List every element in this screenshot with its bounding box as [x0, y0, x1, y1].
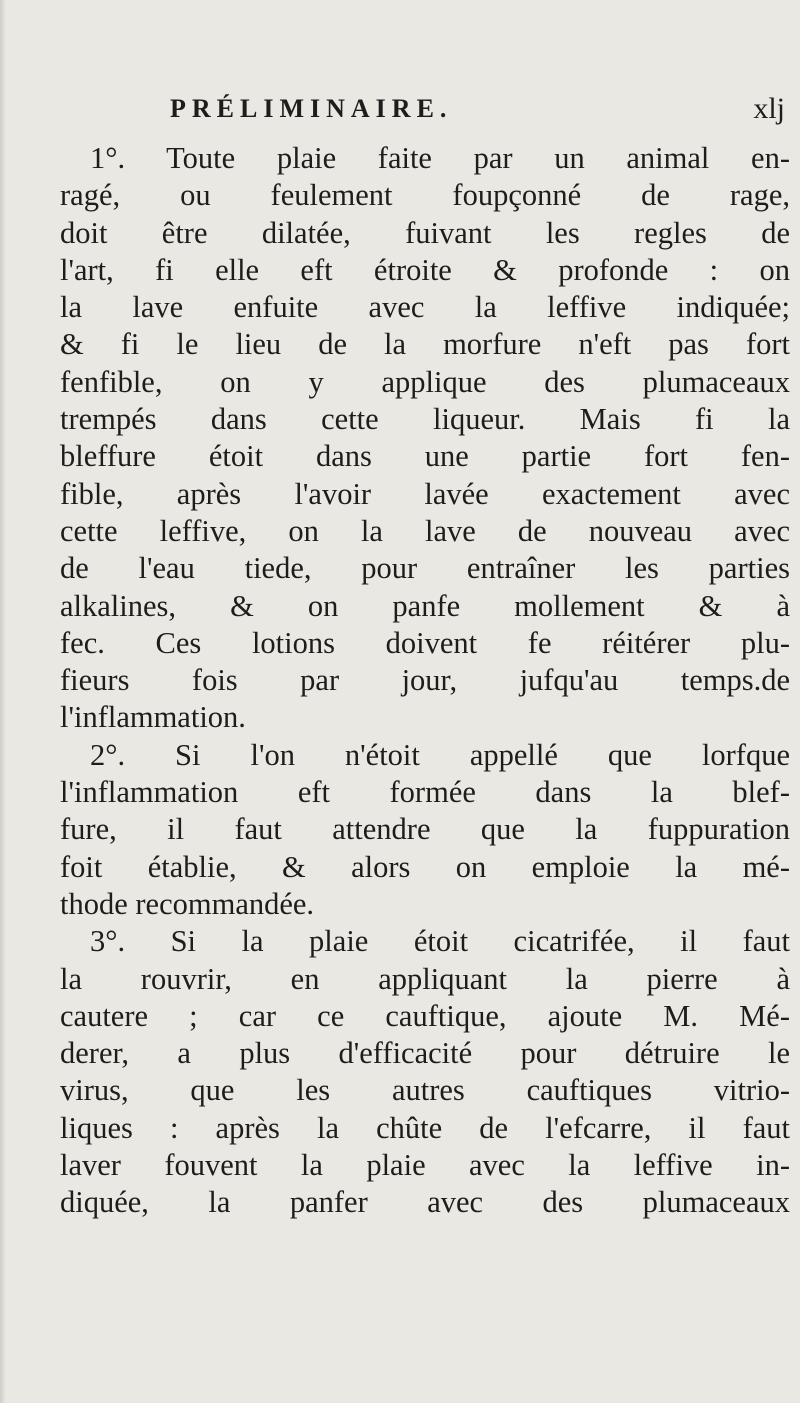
text-line: fible, après l'avoir lavée exactement avec	[60, 476, 790, 511]
text-line: cette leffive, on la lave de nouveau avec	[60, 513, 790, 548]
text-line: diquée, la panfer avec des plumaceaux	[60, 1185, 790, 1220]
text-line: fenfible, on y applique des plumaceaux	[60, 364, 790, 399]
text-line: fec. Ces lotions doivent fe réitérer plu-	[60, 625, 790, 660]
text-line: 3°. Si la plaie étoit cicatrifée, il faut	[90, 924, 790, 959]
text-line: 2°. Si l'on n'étoit appellé que lorfque	[90, 737, 790, 772]
text-line: virus, que les autres cauftiques vitrio-	[60, 1073, 790, 1108]
text-line: fure, il faut attendre que la fuppuration	[60, 812, 790, 847]
text-line: fieurs fois par jour, jufqu'au temps.de	[60, 663, 790, 698]
text-line: thode recommandée.	[60, 886, 315, 921]
page-binding-edge	[0, 0, 6, 1403]
text-line: ragé, ou feulement foupçonné de rage,	[60, 178, 790, 213]
page-number: xlj	[753, 92, 785, 125]
text-line: & fi le lieu de la morfure n'eft pas fort	[60, 327, 790, 362]
text-line: foit établie, & alors on emploie la mé-	[60, 849, 790, 884]
text-line: liques : après la chûte de l'efcarre, il faut	[60, 1110, 790, 1145]
text-line: 1°. Toute plaie faite par un animal en-	[90, 141, 790, 175]
text-line: l'art, fi elle eft étroite & profonde : on	[60, 252, 790, 287]
text-line: trempés dans cette liqueur. Mais fi la	[60, 402, 790, 437]
text-line: la rouvrir, en appliquant la pierre à	[60, 961, 790, 996]
text-line: laver fouvent la plaie avec la leffive in-	[60, 1148, 790, 1183]
text-line: alkalines, & on panfe mollement & à	[60, 588, 790, 623]
text-line: la lave enfuite avec la leffive indiquée;	[60, 290, 790, 325]
text-line: de l'eau tiede, pour entraîner les parties	[60, 551, 790, 586]
body-text	[60, 140, 790, 1222]
text-line: doit être dilatée, fuivant les regles de	[60, 215, 790, 250]
text-line: cautere ; car ce cauftique, ajoute M. Mé-	[60, 998, 790, 1033]
text-line: l'inflammation.	[60, 700, 246, 735]
text-line: l'inflammation eft formée dans la blef-	[60, 775, 790, 810]
text-line: derer, a plus d'efficacité pour détruire le	[60, 1036, 790, 1071]
running-header	[170, 94, 795, 134]
running-title: PRÉLIMINAIRE.	[170, 94, 453, 123]
text-line: bleffure étoit dans une partie fort fen-	[60, 439, 790, 474]
